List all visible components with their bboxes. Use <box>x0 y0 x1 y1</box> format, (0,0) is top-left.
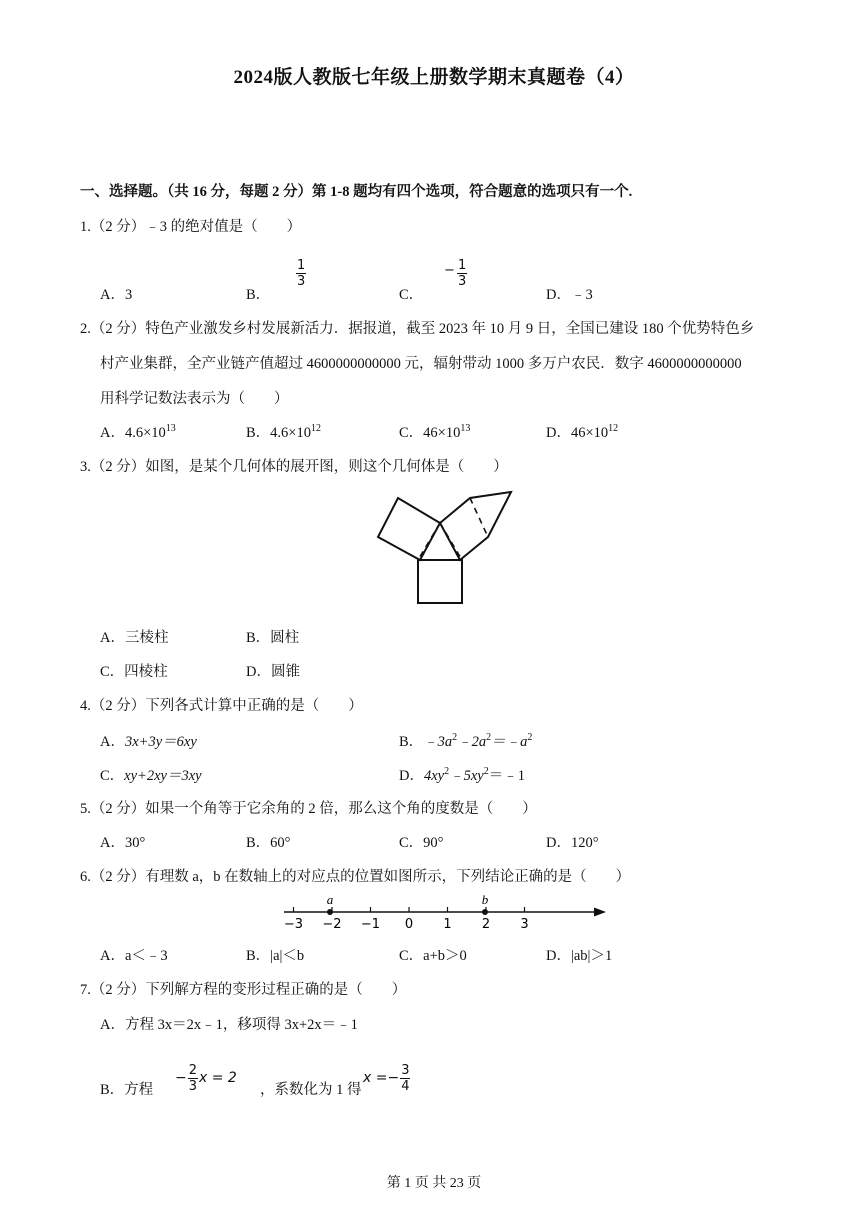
net-fold-lines <box>418 498 488 560</box>
q4-stem: 4.（2 分）下列各式计算中正确的是（ ） <box>80 698 363 714</box>
q1-option-b-fraction: $\frac{1}{3}$ <box>297 258 306 289</box>
point-b <box>482 909 488 915</box>
q4-option-c: C．xy+2xy＝3xy <box>100 768 202 784</box>
q3-option-a: A．三棱柱 <box>100 630 169 646</box>
net-left-square <box>378 498 440 560</box>
axis-tick-label: 3 <box>520 917 529 932</box>
axis-tick-label: −3 <box>283 917 304 932</box>
q1-option-c-fraction: $\frac{1}{3}$ <box>458 258 467 289</box>
q6-stem: 6.（2 分）有理数 a，b 在数轴上的对应点的位置如图所示，下列结论正确的是（ ） <box>80 869 631 885</box>
q7-option-b-label: B．方程 <box>100 1082 154 1098</box>
q6-option-d: D．|ab|＞1 <box>546 948 613 964</box>
q1-option-a: A．3 <box>100 287 133 303</box>
axis-tick-label: −1 <box>360 917 381 932</box>
q1-option-c-sign: − <box>444 263 455 278</box>
q5-option-b: B．60° <box>246 835 291 851</box>
q3-option-b: B．圆柱 <box>246 630 300 646</box>
q6-option-c: C．a+b＞0 <box>399 948 467 964</box>
q7-stem: 7.（2 分）下列解方程的变形过程正确的是（ ） <box>80 982 407 998</box>
number-line <box>280 893 610 935</box>
q4-option-a: A．3x+3y＝6xy <box>100 734 197 750</box>
q2-option-c: C．$46\times 10^{13}$ <box>399 423 471 441</box>
point-b-label: b <box>481 893 489 907</box>
axis-tick-label: 2 <box>481 917 491 932</box>
axis-tick-label: 1 <box>443 917 452 932</box>
q7-option-b-equation: − $\frac{2}{3}$ x = 2 <box>175 1063 237 1094</box>
q2-line-3: 用科学记数法表示为（ ） <box>100 391 289 407</box>
q5-option-a: A．30° <box>100 835 146 851</box>
q1-stem: 1.（2 分）﹣3 的绝对值是（ ） <box>80 219 302 235</box>
q1-option-c-label: C． <box>399 287 424 303</box>
number-line-arrow <box>594 908 606 917</box>
q2-option-a: A．$4.6\times 10^{13}$ <box>100 423 176 441</box>
q5-option-c: C．90° <box>399 835 444 851</box>
q7-option-b-result: x =− $\frac{3}{4}$ <box>363 1063 410 1094</box>
q2-line-2: 村产业集群，全产业链产值超过 4600000000000 元，辐射带动 1000 多万户农民．数字 4600000000000 <box>100 356 742 372</box>
q5-option-d: D．120° <box>546 835 599 851</box>
q2-option-d: D．$46\times 10^{12}$ <box>546 423 619 441</box>
q7-option-b-middle: ，系数化为 1 得 <box>260 1082 362 1098</box>
section-heading: 一、选择题。（共 16 分，每题 2 分）第 1-8 题均有四个选项，符合题意的选项只有一个. <box>80 184 633 200</box>
net-bottom-square <box>418 560 462 603</box>
q3-stem: 3.（2 分）如图，是某个几何体的展开图，则这个几何体是（ ） <box>80 459 508 475</box>
point-a-label: a <box>326 893 334 907</box>
q7-option-a: A．方程 3x＝2x﹣1，移项得 3x+2x＝﹣1 <box>100 1017 358 1033</box>
q3-option-c: C．四棱柱 <box>100 664 168 680</box>
page-title: 2024版人教版七年级上册数学期末真题卷（4） <box>233 67 635 88</box>
q6-option-a: A．a＜﹣3 <box>100 948 168 964</box>
q2-line-1: 2.（2 分）特色产业激发乡村发展新活力．据报道，截至 2023 年 10 月 9 日，全国已建设 180 个优势特色乡 <box>80 321 755 337</box>
page-footer: 第 1 页 共 23 页 <box>386 1176 482 1191</box>
net-diagram <box>370 485 520 610</box>
q2-option-b: B．$4.6\times 10^{12}$ <box>246 423 321 441</box>
q5-stem: 5.（2 分）如果一个角等于它余角的 2 倍，那么这个角的度数是（ ） <box>80 801 537 817</box>
axis-tick-label: 0 <box>404 917 414 932</box>
q4-option-d: D．$4xy^2﹣5xy^2=﹣1$ <box>399 766 525 784</box>
q6-option-b: B．|a|＜b <box>246 948 305 964</box>
point-a <box>327 909 333 915</box>
net-right-face <box>440 492 511 560</box>
q1-option-b-label: B． <box>246 287 271 303</box>
axis-tick-label: −2 <box>322 917 342 932</box>
q1-option-d: D．﹣3 <box>546 287 593 303</box>
q3-option-d: D．圆锥 <box>246 664 300 680</box>
q4-option-b: B．$﹣3a^2﹣2a^2=﹣a^2$ <box>399 732 533 750</box>
